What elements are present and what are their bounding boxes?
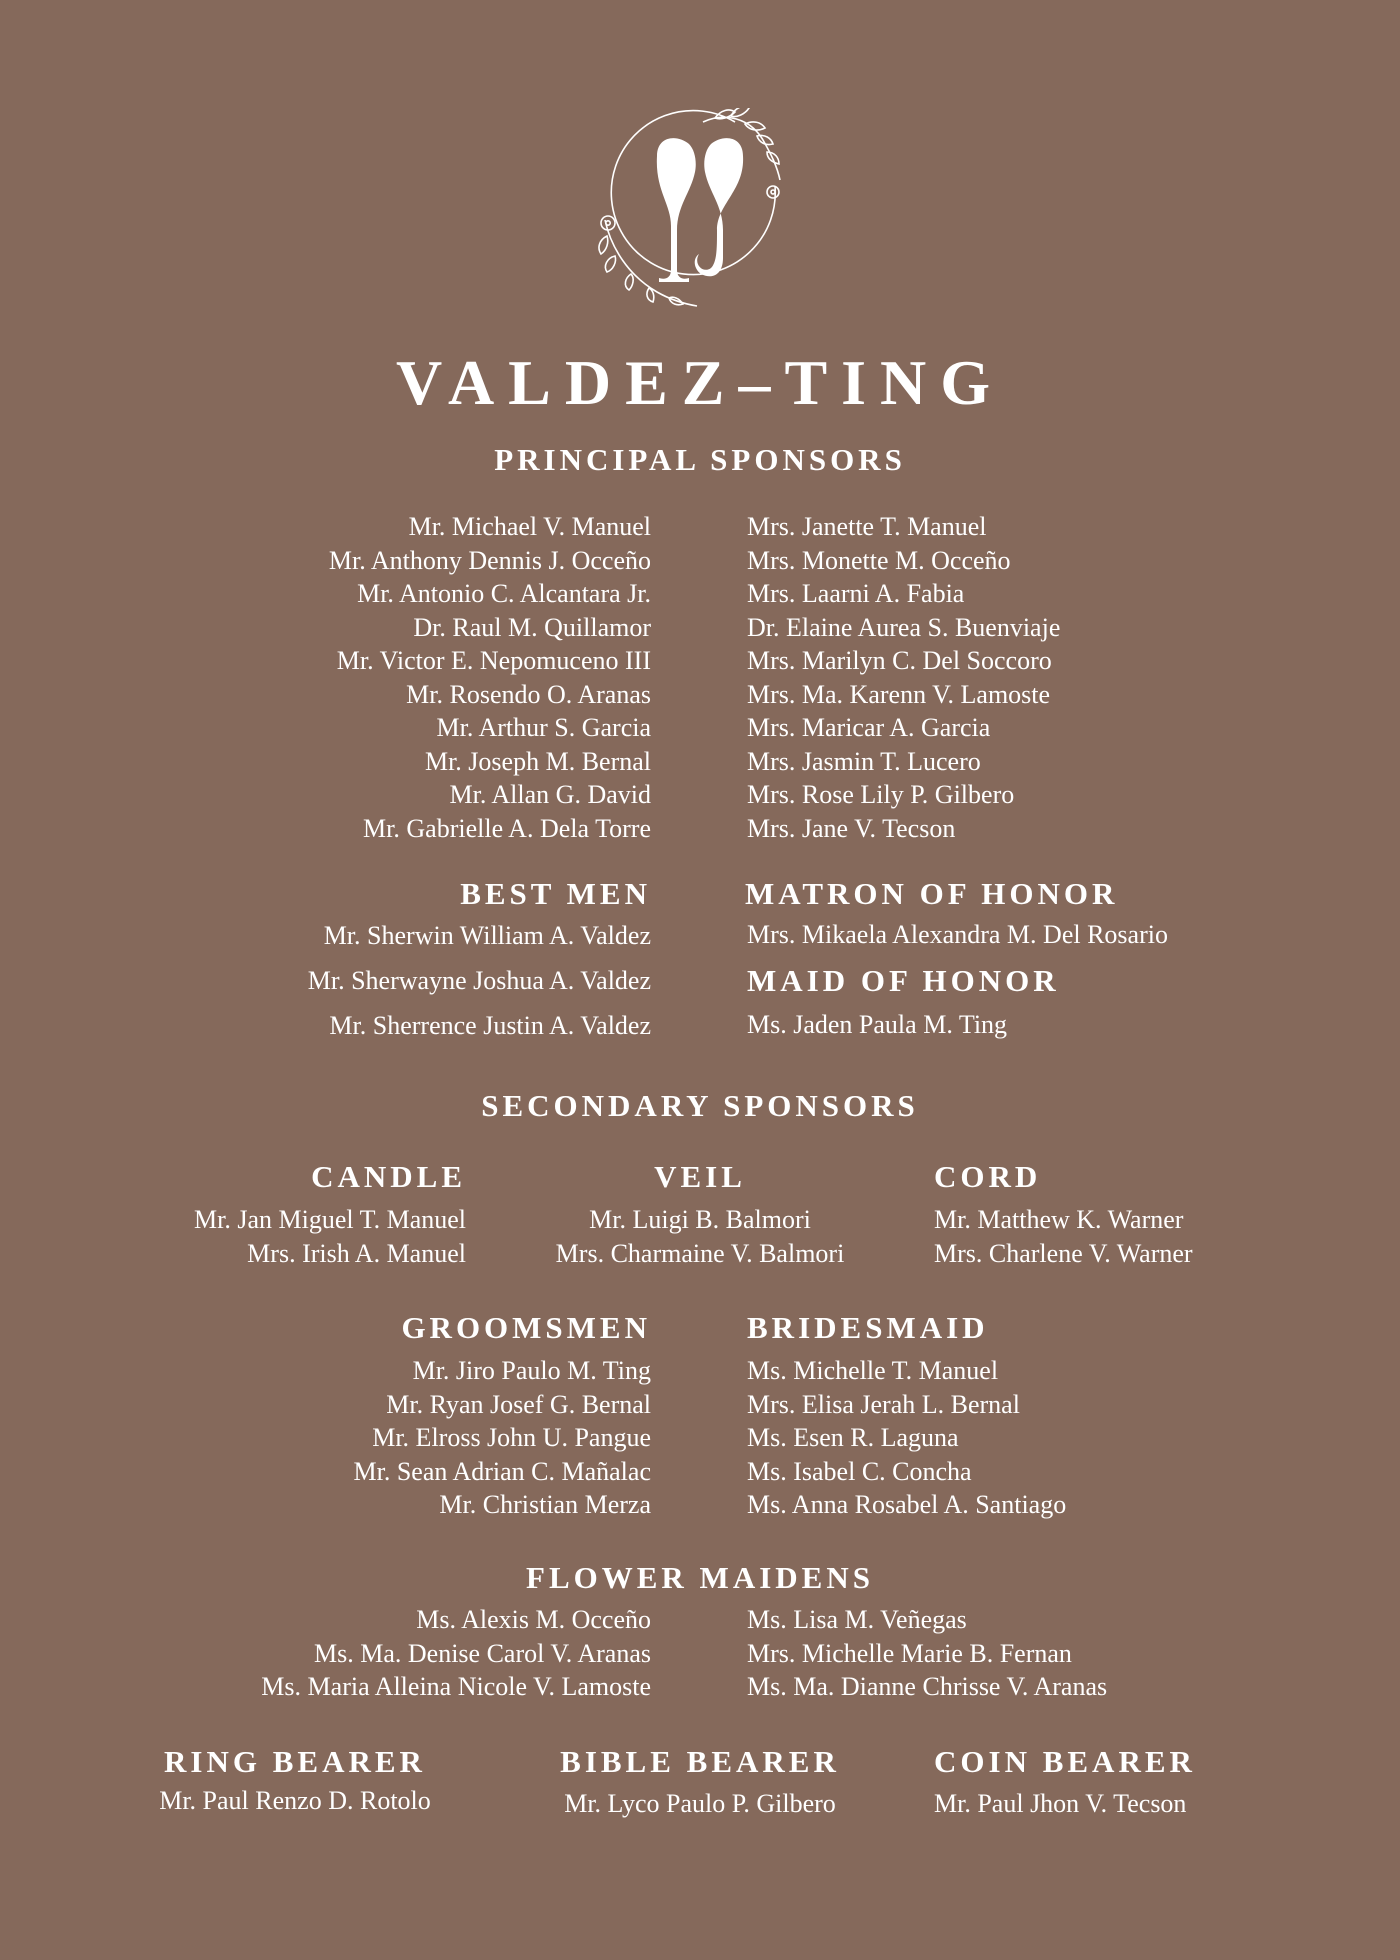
best-men-heading: BEST MEN: [460, 876, 651, 911]
monogram-wreath-icon: [585, 108, 815, 314]
principal-woman: Dr. Elaine Aurea S. Buenviaje: [747, 612, 1061, 642]
principal-man: Mr. Rosendo O. Aranas: [406, 679, 651, 709]
flower-maidens-left-list: [150, 1603, 651, 1704]
flower-maiden: Ms. Ma. Denise Carol V. Aranas: [313, 1638, 651, 1668]
matron-of-honor-heading: MATRON OF HONOR: [745, 876, 1119, 911]
maid-of-honor-name: Ms. Jaden Paula M. Ting: [747, 1010, 1008, 1039]
flower-maidens-heading: FLOWER MAIDENS: [526, 1560, 874, 1595]
secondary-sponsors-heading: SECONDARY SPONSORS: [481, 1088, 919, 1123]
principal-man: Mr. Anthony Dennis J. Occeño: [328, 545, 651, 575]
cord-sponsor: Mrs. Charlene V. Warner: [934, 1238, 1193, 1268]
principal-man: Mr. Gabrielle A. Dela Torre: [363, 813, 651, 843]
veil-sponsor: Mr. Luigi B. Balmori: [589, 1205, 811, 1234]
principal-woman: Mrs. Maricar A. Garcia: [747, 713, 991, 742]
veil-sponsor: Mrs. Charmaine V. Balmori: [555, 1238, 845, 1268]
principal-man: Dr. Raul M. Quillamor: [413, 612, 651, 642]
principal-woman: Mrs. Monette M. Occeño: [747, 545, 1011, 575]
principal-man: Mr. Allan G. David: [449, 780, 651, 809]
bible-bearer-heading: BIBLE BEARER: [560, 1744, 840, 1779]
bridesmaid: Ms. Anna Rosabel A. Santiago: [747, 1490, 1067, 1519]
couple-names-title: VALDEZ–TING: [395, 347, 1005, 418]
bridesmaid: Ms. Esen R. Laguna: [747, 1423, 959, 1452]
matron-of-honor-name: Mrs. Mikaela Alexandra M. Del Rosario: [747, 920, 1168, 949]
candle-list: [100, 1203, 466, 1270]
principal-women-list: [747, 510, 1247, 845]
groomsmen-list: [200, 1354, 651, 1522]
cord-sponsor: Mr. Matthew K. Warner: [934, 1205, 1184, 1234]
bridesmaid: Ms. Michelle T. Manuel: [747, 1356, 999, 1385]
principal-woman: Mrs. Jane V. Tecson: [747, 813, 956, 843]
groomsman: Mr. Jiro Paulo M. Ting: [412, 1356, 651, 1385]
groomsman: Mr. Elross John U. Pangue: [372, 1423, 651, 1452]
bridesmaid: Mrs. Elisa Jerah L. Bernal: [747, 1389, 1020, 1419]
principal-woman: Mrs. Marilyn C. Del Soccoro: [747, 646, 1052, 675]
groomsman: Mr. Christian Merza: [439, 1490, 651, 1519]
principal-man: Mr. Arthur S. Garcia: [436, 713, 651, 742]
ring-bearer-name: Mr. Paul Renzo D. Rotolo: [159, 1786, 431, 1815]
principal-man: Mr. Joseph M. Bernal: [424, 746, 651, 776]
flower-maiden: Ms. Ma. Dianne Chrisse V. Aranas: [747, 1672, 1108, 1701]
ring-bearer-heading: RING BEARER: [164, 1744, 426, 1779]
candle-sponsor: Mrs. Irish A. Manuel: [247, 1238, 466, 1268]
principal-woman: Mrs. Janette T. Manuel: [747, 512, 987, 541]
bridesmaid-heading: BRIDESMAID: [747, 1310, 989, 1345]
principal-men-list: [200, 510, 651, 845]
groomsman: Mr. Sean Adrian C. Mañalac: [353, 1456, 651, 1486]
principal-woman: Mrs. Rose Lily P. Gilbero: [747, 780, 1015, 809]
groomsmen-heading: GROOMSMEN: [401, 1310, 651, 1345]
principal-woman: Mrs. Jasmin T. Lucero: [747, 746, 981, 776]
best-men-list: [200, 913, 651, 1048]
principal-woman: Mrs. Ma. Karenn V. Lamoste: [747, 679, 1051, 709]
flower-maiden: Ms. Maria Alleina Nicole V. Lamoste: [261, 1672, 651, 1701]
flower-maiden: Ms. Alexis M. Occeño: [416, 1605, 651, 1634]
veil-list: [500, 1203, 900, 1270]
best-man: Mr. Sherrence Justin A. Valdez: [329, 1011, 651, 1040]
coin-bearer-name: Mr. Paul Jhon V. Tecson: [934, 1789, 1187, 1818]
principal-man: Mr. Victor E. Nepomuceno III: [336, 646, 651, 675]
bible-bearer-name: Mr. Lyco Paulo P. Gilbero: [564, 1789, 836, 1818]
flower-maiden: Ms. Lisa M. Veñegas: [747, 1605, 967, 1634]
flower-maidens-right-list: [747, 1603, 1297, 1704]
veil-heading: VEIL: [654, 1159, 746, 1194]
maid-of-honor-heading: MAID OF HONOR: [747, 963, 1060, 998]
principal-woman: Mrs. Laarni A. Fabia: [747, 579, 965, 608]
principal-sponsors-heading: PRINCIPAL SPONSORS: [494, 442, 906, 477]
best-man: Mr. Sherwayne Joshua A. Valdez: [307, 966, 651, 995]
candle-sponsor: Mr. Jan Miguel T. Manuel: [193, 1205, 466, 1234]
bridesmaid: Ms. Isabel C. Concha: [747, 1456, 972, 1486]
principal-man: Mr. Michael V. Manuel: [408, 512, 651, 541]
flower-maiden: Mrs. Michelle Marie B. Fernan: [747, 1638, 1072, 1668]
best-man: Mr. Sherwin William A. Valdez: [323, 921, 651, 950]
groomsman: Mr. Ryan Josef G. Bernal: [386, 1389, 651, 1419]
coin-bearer-heading: COIN BEARER: [934, 1744, 1196, 1779]
bridesmaid-list: [747, 1354, 1297, 1522]
candle-heading: CANDLE: [311, 1159, 466, 1194]
principal-man: Mr. Antonio C. Alcantara Jr.: [357, 579, 651, 608]
cord-list: [934, 1203, 1334, 1270]
cord-heading: CORD: [934, 1159, 1042, 1194]
